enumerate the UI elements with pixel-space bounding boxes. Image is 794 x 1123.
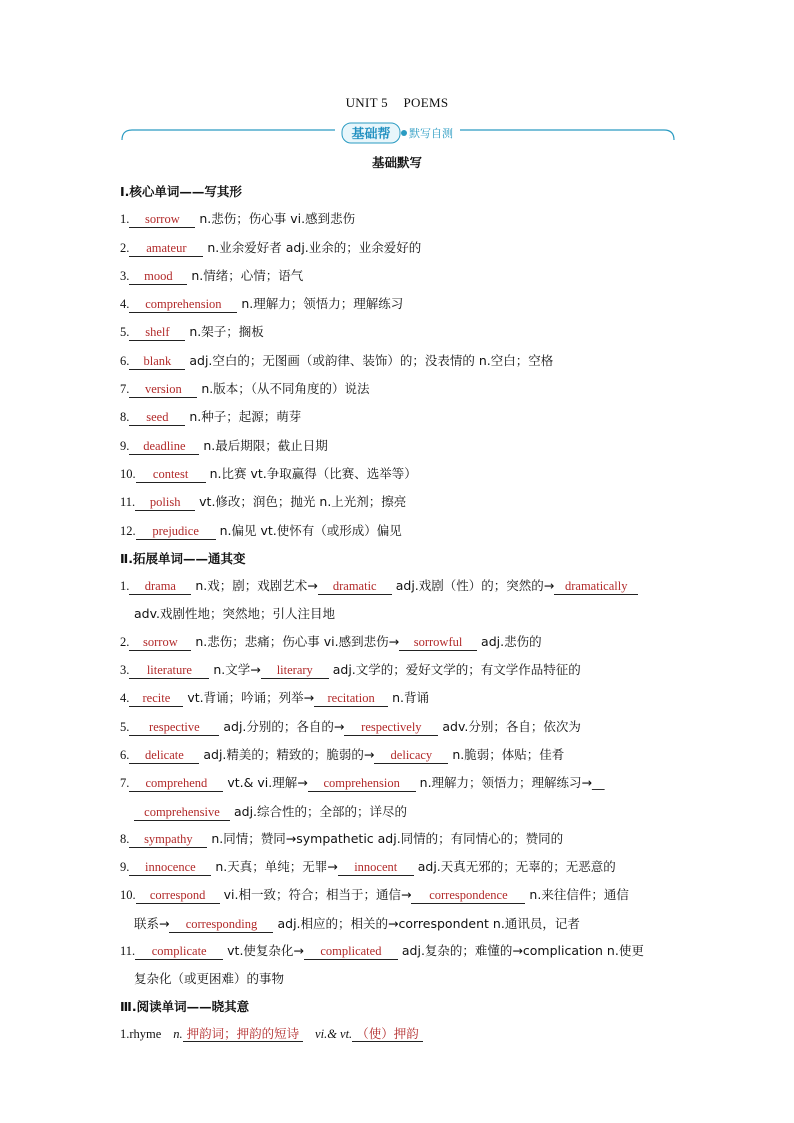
core-item: 4. comprehension n.理解力；领悟力；理解练习 [120,296,404,312]
subheading: 基础默写 [371,155,422,170]
ext-item-continued: 复杂化（或更困难）的事物 [134,971,285,987]
core-item: 2. amateur n.业余爱好者 adj.业余的；业余爱好的 [120,239,422,255]
ext-item: 5. respective adj.分别的；各自的→ respectively adv.分别；各自；依次为 [120,718,581,734]
core-item: 9. deadline n.最后期限；截止日期 [120,437,328,453]
answer-blank[interactable]: respectively [344,720,438,736]
ext-item: 8. sympathy n.同情；赞同→sympathetic adj.同情的；有同情心的；赞同的 [120,830,564,846]
answer-blank[interactable]: contest [136,467,206,483]
ext-item: 4. recite vt.背诵；吟诵；列举→ recitation n.背诵 [120,690,429,706]
core-item: 8. seed n.种子；起源；萌芽 [120,409,302,425]
answer-blank[interactable]: comprehensive [134,805,230,821]
core-item: 7. version n.版本；（从不同角度的）说法 [120,381,370,397]
answer-blank[interactable]: sorrow [129,635,191,651]
core-item: 10. contest n.比赛 vt.争取赢得（比赛、选举等） [120,465,417,481]
answer-blank[interactable]: literature [129,663,209,679]
ext-item: 6. delicate adj.精美的；精致的；脆弱的→ delicacy n.脆弱；体贴；佳肴 [120,746,565,762]
core-item: 1. sorrow n.悲伤；伤心事 vi.感到悲伤 [120,211,356,227]
section-heading-core: Ⅰ.核心单词——写其形 [120,184,242,199]
answer-blank[interactable]: dramatic [318,579,392,595]
unit-label: UNIT 5 [345,95,388,110]
answer-blank[interactable]: innocence [129,860,211,876]
answer-blank[interactable]: sympathy [129,832,207,848]
answer-blank[interactable]: innocent [338,860,414,876]
answer-blank[interactable]: correspondence [411,888,525,904]
answer-blank[interactable]: respective [129,720,219,736]
ext-item: 7. comprehend vt.& vi.理解→ comprehension n.理解力；领悟力；理解练习→__ [120,775,605,791]
answer-blank[interactable]: literary [261,663,329,679]
section-heading-extended: Ⅱ.拓展单词——通其变 [120,550,246,566]
answer-blank[interactable]: sorrow [129,212,195,228]
ext-item-continued: 联系→ corresponding adj.相应的；相关的→correspondent n.通讯员，记者 [134,915,580,931]
ext-item: 3. literature n.文学→ literary adj.文学的；爱好文学的；有文学作品特征的 [120,662,581,678]
answer-blank[interactable]: comprehension [308,776,416,792]
reading-item: 1.rhyme n. 押韵词；押韵的短诗 vi.& vt. （使）押韵 [120,1020,680,1048]
answer-blank[interactable]: version [129,382,197,398]
unit-title [0,95,794,111]
answer-blank[interactable]: shelf [129,325,185,341]
core-item: 12. prejudice n.偏见 vt.使怀有（或形成）偏见 [120,522,402,538]
answer-blank[interactable]: correspond [136,888,220,904]
unit-topic: POEMS [403,95,449,110]
answer-blank[interactable]: delicate [129,748,199,764]
core-item: 6. blank adj.空白的；无图画（或韵律、装饰）的；没表情的 n.空白；空格 [120,352,554,368]
ext-item: 9. innocence n.天真；单纯；无罪→ innocent adj.天真无邪的；无辜的；无恶意的 [120,859,616,875]
answer-blank[interactable]: complicate [135,944,223,960]
answer-blank[interactable]: sorrowful [399,635,477,651]
section-heading-reading: Ⅲ.阅读单词——晓其意 [120,998,250,1014]
answer-blank[interactable]: delicacy [374,748,448,764]
ext-item: 11. complicate vt.使复杂化→ complicated adj.复杂的；难懂的→complication n.使更 [120,943,644,959]
ext-item-continued: adv.戏剧性地；突然地；引人注目地 [134,606,335,622]
ext-item: 10. correspond vi.相一致；符合；相当于；通信→ correspondence n.来往信件；通信 [120,887,629,903]
answer-blank[interactable]: prejudice [136,524,216,540]
answer-blank[interactable]: polish [135,495,195,511]
answer-blank[interactable]: amateur [129,241,203,257]
ext-item: 1. drama n.戏；剧；戏剧艺术→ dramatic adj.戏剧（性）的；突然的→ dramatically [120,572,680,600]
answer-blank[interactable]: （使）押韵 [352,1026,423,1042]
answer-blank[interactable]: mood [129,269,187,285]
answer-blank[interactable]: seed [129,410,185,426]
section-banner [120,120,676,148]
answer-blank[interactable]: corresponding [169,917,273,933]
answer-blank[interactable]: drama [129,579,191,595]
ext-item-continued: comprehensive adj.综合性的；全部的；详尽的 [120,798,680,825]
banner-logo: 基础帮 [351,127,391,142]
core-item: 3. mood n.情绪；心情；语气 [120,267,304,283]
answer-blank[interactable]: blank [129,354,185,370]
answer-blank[interactable]: comprehension [129,297,237,313]
answer-blank[interactable]: recitation [314,691,388,707]
answer-blank[interactable]: deadline [129,439,199,455]
banner-tag: 默写自测 [409,127,453,140]
answer-blank[interactable]: dramatically [554,579,638,595]
ext-item: 2. sorrow n.悲伤；悲痛；伤心事 vi.感到悲伤→ sorrowful adj.悲伤的 [120,633,542,649]
core-item: 11. polish vt.修改；润色；抛光 n.上光剂；擦亮 [120,494,407,510]
answer-blank[interactable]: recite [129,691,183,707]
core-item: 5. shelf n.架子；搁板 [120,324,264,340]
banner-dot-icon [401,130,407,136]
answer-blank[interactable]: complicated [304,944,398,960]
exercise-content [120,178,680,1048]
answer-blank[interactable]: 押韵词；押韵的短诗 [183,1026,304,1042]
answer-blank[interactable]: comprehend [129,776,223,792]
